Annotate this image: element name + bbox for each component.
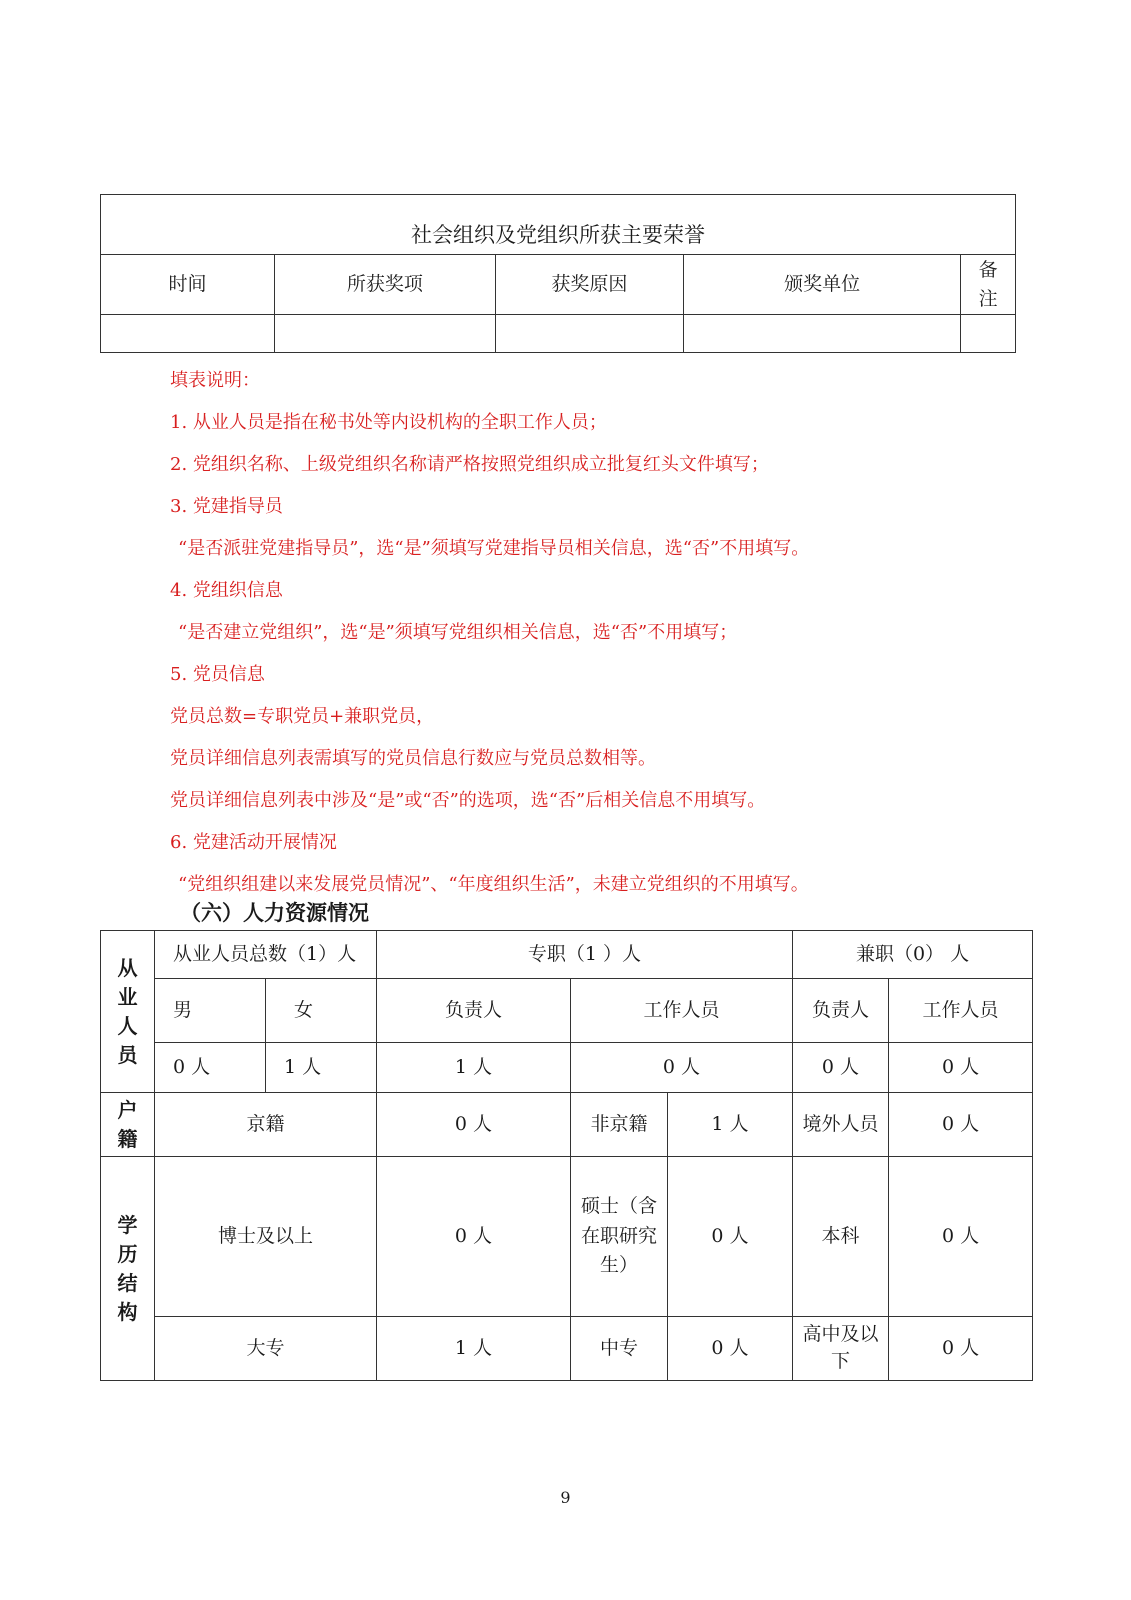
male-label: 男 [155,979,266,1043]
education-label-text: 学历结构 [117,1212,138,1324]
master-label-text: 硕士（含在职研究生） [580,1195,657,1277]
fulltime-head-count[interactable]: 1 人 [377,1043,571,1093]
note-line: 2. 党组织名称、上级党组织名称请严格按照党组织成立批复红头文件填写； [170,454,769,475]
master-label [571,1157,668,1317]
beijing-label: 京籍 [155,1093,377,1157]
master-count[interactable]: 0 人 [668,1157,793,1317]
household-label [101,1093,155,1157]
note-line: 3. 党建指导员 [170,496,283,517]
header-reason: 获奖原因 [495,255,683,315]
overseas-label [793,1093,889,1157]
honors-cell-empty[interactable] [101,315,275,353]
household-label-text: 户籍 [117,1097,138,1151]
header-remark-text: 备注 [978,259,998,310]
overseas-label-text: 境外人员 [802,1112,879,1135]
note-line: 5. 党员信息 [170,664,265,685]
non-beijing-count[interactable]: 1 人 [668,1093,793,1157]
note-line: “是否派驻党建指导员”，选“是”须填写党建指导员相关信息，选“否”不用填写。 [178,538,810,559]
doctor-label: 博士及以上 [155,1157,377,1317]
highschool-label [793,1317,889,1381]
bachelor-count[interactable]: 0 人 [889,1157,1033,1317]
education-label [101,1157,155,1381]
note-line: 党员详细信息列表需填写的党员信息行数应与党员总数相等。 [170,748,656,769]
technical-count[interactable]: 0 人 [668,1317,793,1381]
employees-label [101,931,155,1093]
page-number: 9 [560,1488,571,1507]
fulltime-total: 专职（1 ）人 [377,931,793,979]
honors-table [100,194,1016,353]
female-count[interactable]: 1 人 [266,1043,377,1093]
header-time: 时间 [101,255,275,315]
filling-instructions [170,365,809,911]
female-label: 女 [266,979,377,1043]
parttime-staff-count[interactable]: 0 人 [889,1043,1033,1093]
note-line: “党组织组建以来发展党员情况”、“年度组织生活”，未建立党组织的不用填写。 [178,874,809,895]
fulltime-staff-count[interactable]: 0 人 [571,1043,793,1093]
fulltime-staff-label: 工作人员 [571,979,793,1043]
header-award: 所获奖项 [275,255,496,315]
college-label: 大专 [155,1317,377,1381]
overseas-count[interactable]: 0 人 [889,1093,1033,1157]
technical-label: 中专 [571,1317,668,1381]
fulltime-head-label: 负责人 [377,979,571,1043]
male-count[interactable]: 0 人 [155,1043,266,1093]
beijing-count[interactable]: 0 人 [377,1093,571,1157]
parttime-head-label: 负责人 [793,979,889,1043]
highschool-label-text: 高中及以下 [802,1322,879,1373]
honors-cell-empty[interactable] [495,315,683,353]
note-line: 4. 党组织信息 [170,580,283,601]
note-line: 填表说明： [170,370,260,391]
honors-cell-empty[interactable] [275,315,496,353]
parttime-total: 兼职（0） 人 [793,931,1033,979]
college-count[interactable]: 1 人 [377,1317,571,1381]
honors-cell-empty[interactable] [683,315,960,353]
parttime-staff-label [889,979,1033,1043]
highschool-count[interactable]: 0 人 [889,1317,1033,1381]
bachelor-label: 本科 [793,1157,889,1317]
note-line: 党员详细信息列表中涉及“是”或“否”的选项，选“否”后相关信息不用填写。 [170,790,766,811]
note-line: “是否建立党组织”，选“是”须填写党组织相关信息，选“否”不用填写； [178,622,738,643]
header-issuer: 颁奖单位 [683,255,960,315]
honors-title: 社会组织及党组织所获主要荣誉 [101,195,1016,255]
section-title: （六）人力资源情况 [180,901,369,925]
parttime-head-count[interactable]: 0 人 [793,1043,889,1093]
honors-cell-empty[interactable] [961,315,1016,353]
header-remark [961,255,1016,315]
note-line: 6. 党建活动开展情况 [170,832,337,853]
doctor-count[interactable]: 0 人 [377,1157,571,1317]
note-line: 1. 从业人员是指在秘书处等内设机构的全职工作人员； [170,412,607,433]
employees-total: 从业人员总数（1）人 [155,931,377,979]
note-line: 党员总数=专职党员+兼职党员， [170,706,435,727]
hr-table [100,930,1033,1381]
employees-label-text: 从业人员 [117,955,138,1067]
parttime-staff-label-text: 工作人员 [922,998,999,1021]
non-beijing-label: 非京籍 [571,1093,668,1157]
